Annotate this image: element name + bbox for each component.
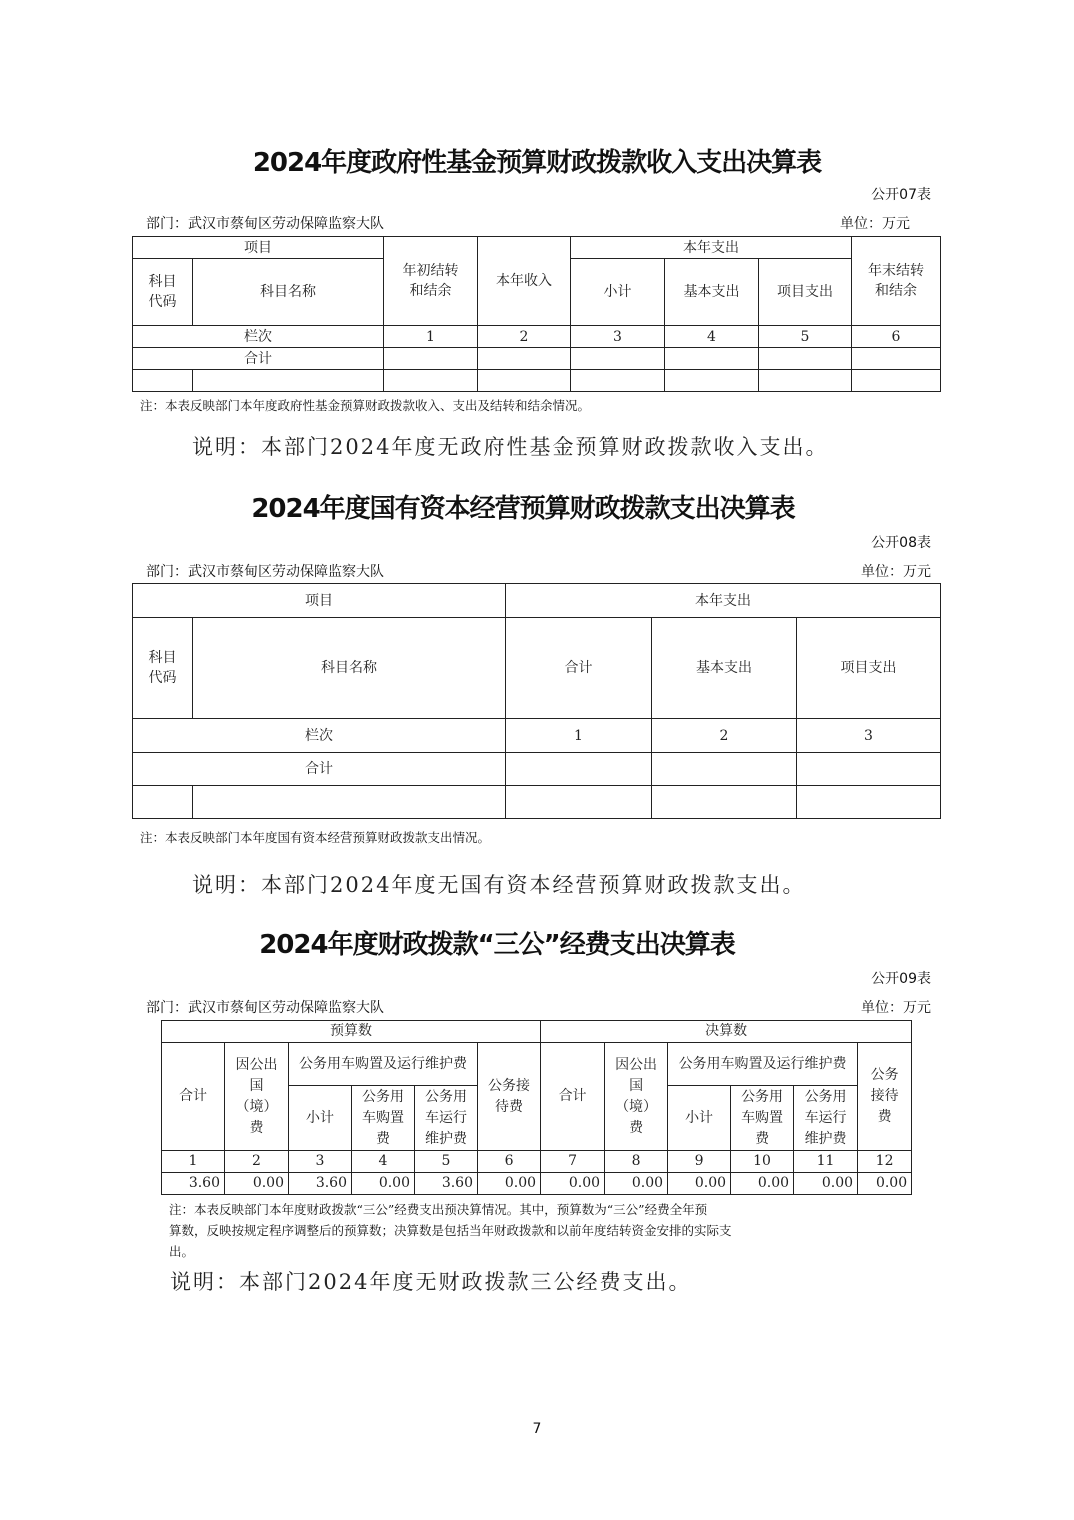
header-subtotal: 小计 — [571, 259, 665, 326]
header-item: 项目 — [133, 237, 384, 259]
column-number: 5 — [415, 1151, 478, 1173]
header-vehicle-purchase-text: 公务用车购置费 — [362, 1088, 404, 1147]
header-total: 合计 — [162, 1043, 225, 1151]
header-reception — [858, 1043, 912, 1151]
total-row — [133, 753, 941, 786]
section1-department: 部门：武汉市蔡甸区劳动保障监察大队 — [146, 216, 384, 232]
header-reception-text: 公务接待费 — [870, 1067, 899, 1125]
empty-cell — [384, 370, 478, 392]
value-cell: 0.00 — [605, 1173, 668, 1195]
header-code — [133, 259, 193, 326]
empty-cell — [797, 786, 941, 819]
column-number-row — [162, 1151, 912, 1173]
column-number: 2 — [652, 719, 797, 753]
value-cell: 3.60 — [415, 1173, 478, 1195]
empty-row — [133, 786, 941, 819]
column-number: 3 — [571, 326, 665, 348]
header-name: 科目名称 — [193, 259, 384, 326]
column-number: 10 — [731, 1151, 794, 1173]
column-number-row — [133, 719, 941, 753]
empty-cell — [193, 370, 384, 392]
header-row — [162, 1043, 912, 1086]
section2-table — [132, 583, 941, 819]
header-code-text: 科目代码 — [148, 274, 177, 310]
section2-title: 2024年度国有资本经营预算财政拨款支出决算表 — [251, 494, 795, 524]
section3-note-line: 算数，反映按规定程序调整后的预算数；决算数是包括当年财政拨款和以前年度结转资金安排的实际支 — [169, 1223, 732, 1238]
group-final: 决算数 — [541, 1021, 912, 1043]
value-cell: 0.00 — [731, 1173, 794, 1195]
section3-department: 部门：武汉市蔡甸区劳动保障监察大队 — [146, 1000, 384, 1016]
header-current-income: 本年收入 — [478, 237, 571, 326]
total-value — [759, 348, 852, 370]
value-cell: 3.60 — [162, 1173, 225, 1195]
header-vehicle-operation-text: 公务用车运行维护费 — [804, 1088, 847, 1147]
header-closing-balance-text: 年末结转和结余 — [868, 263, 924, 299]
value-cell: 0.00 — [541, 1173, 605, 1195]
value-cell: 0.00 — [858, 1173, 912, 1195]
empty-cell — [506, 786, 652, 819]
value-cell: 0.00 — [668, 1173, 731, 1195]
total-value — [478, 348, 571, 370]
total-value — [506, 753, 652, 786]
header-vehicle-operation-text: 公务用车运行维护费 — [425, 1088, 467, 1147]
section1-table-code: 公开07表 — [871, 187, 931, 203]
section1-title: 2024年度政府性基金预算财政拨款收入支出决算表 — [252, 148, 822, 178]
header-vehicle-operation — [794, 1086, 858, 1151]
value-row — [162, 1173, 912, 1195]
empty-cell — [478, 370, 571, 392]
section1-table — [132, 236, 941, 392]
total-value — [852, 348, 941, 370]
section3-table — [161, 1020, 912, 1195]
value-cell: 0.00 — [352, 1173, 415, 1195]
total-value — [384, 348, 478, 370]
header-overseas — [225, 1043, 289, 1151]
header-basic-expense: 基本支出 — [652, 618, 797, 719]
header-subtotal: 小计 — [289, 1086, 352, 1151]
empty-cell — [759, 370, 852, 392]
header-row — [133, 618, 941, 719]
empty-row — [133, 370, 941, 392]
column-number: 6 — [852, 326, 941, 348]
column-row-label: 栏次 — [133, 719, 506, 753]
section2-note: 注：本表反映部门本年度国有资本经营预算财政拨款支出情况。 — [140, 830, 491, 845]
header-basic-expense: 基本支出 — [665, 259, 759, 326]
total-value — [652, 753, 797, 786]
section3-title: 2024年度财政拨款“三公”经费支出决算表 — [259, 930, 735, 960]
header-row — [133, 237, 941, 259]
header-reception — [478, 1043, 541, 1151]
value-cell: 0.00 — [478, 1173, 541, 1195]
column-number-row — [133, 326, 941, 348]
header-current-expense: 本年支出 — [571, 237, 852, 259]
header-vehicle — [668, 1043, 858, 1086]
header-vehicle-text: 公务用车购置及运行维护费 — [678, 1055, 847, 1072]
header-overseas-text: 因公出国（境）费 — [235, 1056, 278, 1136]
column-number: 2 — [478, 326, 571, 348]
header-current-expense: 本年支出 — [506, 584, 941, 618]
empty-cell — [571, 370, 665, 392]
total-value — [665, 348, 759, 370]
column-number: 6 — [478, 1151, 541, 1173]
header-name: 科目名称 — [193, 618, 506, 719]
column-number: 12 — [858, 1151, 912, 1173]
header-opening-balance — [384, 237, 478, 326]
total-value — [571, 348, 665, 370]
header-code-text: 科目代码 — [148, 650, 177, 686]
section2-department: 部门：武汉市蔡甸区劳动保障监察大队 — [146, 564, 384, 580]
header-vehicle-purchase-text: 公务用车购置费 — [741, 1088, 784, 1147]
empty-cell — [852, 370, 941, 392]
header-code — [133, 618, 193, 719]
header-project-expense: 项目支出 — [797, 618, 941, 719]
empty-cell — [133, 370, 193, 392]
section1-remark: 说明：本部门2024年度无政府性基金预算财政拨款收入支出。 — [192, 435, 829, 459]
column-row-label: 栏次 — [133, 326, 384, 348]
section3-table-code: 公开09表 — [871, 971, 931, 987]
total-label: 合计 — [133, 753, 506, 786]
empty-cell — [193, 786, 506, 819]
header-vehicle-operation — [415, 1086, 478, 1151]
empty-cell — [665, 370, 759, 392]
column-number: 3 — [289, 1151, 352, 1173]
header-overseas — [605, 1043, 668, 1151]
section1-note: 注：本表反映部门本年度政府性基金预算财政拨款收入、支出及结转和结余情况。 — [140, 398, 591, 413]
header-row — [133, 584, 941, 618]
value-cell: 0.00 — [794, 1173, 858, 1195]
header-total: 合计 — [541, 1043, 605, 1151]
section2-table-code: 公开08表 — [871, 535, 931, 551]
column-number: 3 — [797, 719, 941, 753]
value-cell: 3.60 — [289, 1173, 352, 1195]
header-reception-text: 公务接待费 — [488, 1077, 531, 1115]
header-opening-balance-text: 年初结转和结余 — [402, 263, 459, 299]
empty-cell — [133, 786, 193, 819]
column-number: 7 — [541, 1151, 605, 1173]
section3-note-line: 注：本表反映部门本年度财政拨款“三公”经费支出预决算情况。其中，预算数为“三公”经费全年预 — [169, 1202, 708, 1217]
column-number: 4 — [665, 326, 759, 348]
value-cell: 0.00 — [225, 1173, 289, 1195]
column-number: 1 — [384, 326, 478, 348]
header-project-expense: 项目支出 — [759, 259, 852, 326]
section3-remark: 说明：本部门2024年度无财政拨款三公经费支出。 — [170, 1270, 692, 1294]
column-number: 8 — [605, 1151, 668, 1173]
header-closing-balance — [852, 237, 941, 326]
section3-note-line: 出。 — [169, 1244, 195, 1259]
header-vehicle — [289, 1043, 478, 1086]
section2-unit: 单位：万元 — [861, 564, 931, 580]
section3-note — [169, 1199, 732, 1262]
column-number: 9 — [668, 1151, 731, 1173]
section2-remark: 说明：本部门2024年度无国有资本经营预算财政拨款支出。 — [192, 873, 806, 897]
total-row — [133, 348, 941, 370]
empty-cell — [652, 786, 797, 819]
page-number: 7 — [532, 1421, 542, 1437]
header-vehicle-text: 公务用车购置及运行维护费 — [299, 1055, 467, 1072]
column-number: 2 — [225, 1151, 289, 1173]
total-value — [797, 753, 941, 786]
header-subtotal: 小计 — [668, 1086, 731, 1151]
header-overseas-text: 因公出国（境）费 — [615, 1056, 658, 1136]
column-number: 1 — [162, 1151, 225, 1173]
header-vehicle-purchase — [352, 1086, 415, 1151]
header-item: 项目 — [133, 584, 506, 618]
section3-unit: 单位：万元 — [861, 1000, 931, 1016]
section1-unit: 单位：万元 — [840, 216, 910, 232]
header-vehicle-purchase — [731, 1086, 794, 1151]
column-number: 1 — [506, 719, 652, 753]
total-label: 合计 — [133, 348, 384, 370]
column-number: 4 — [352, 1151, 415, 1173]
header-total: 合计 — [506, 618, 652, 719]
group-budget: 预算数 — [162, 1021, 541, 1043]
group-header-row — [162, 1021, 912, 1043]
column-number: 5 — [759, 326, 852, 348]
column-number: 11 — [794, 1151, 858, 1173]
